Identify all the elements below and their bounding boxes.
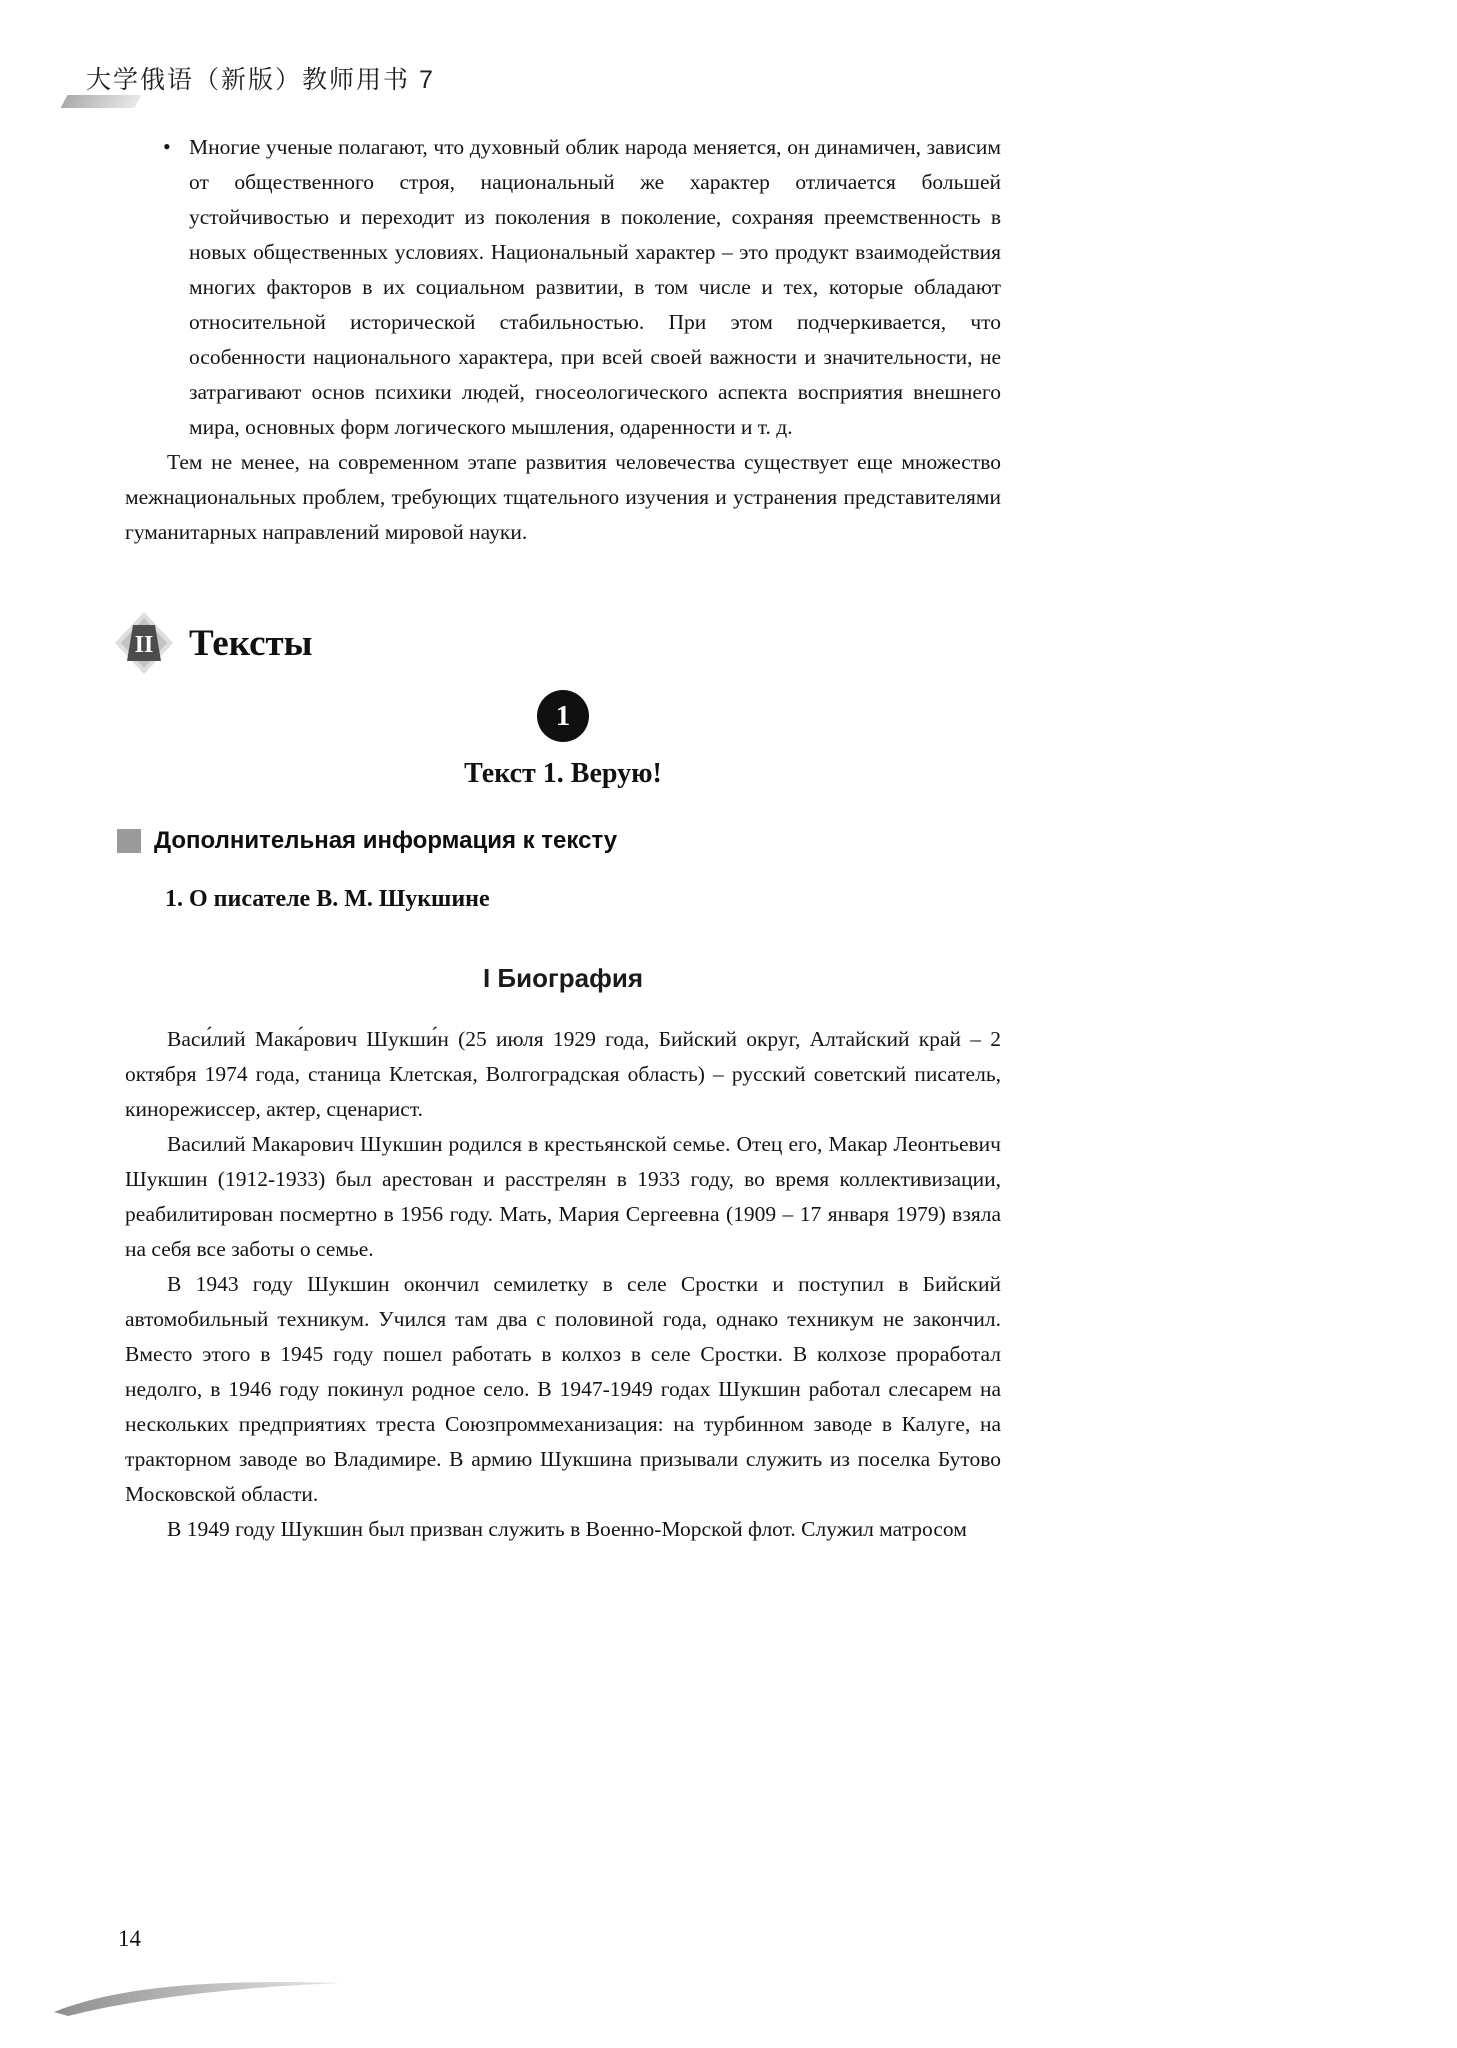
bio-paragraph: В 1943 году Шукшин окончил семилетку в селе Сростки и поступил в Бийский автомобильный техникум. Учился там два с половиной года, однако техникум не закончил. Вместо этого в 1945 году пошел работать в колхоз в селе Сростки. В колхозе проработал недолго, в 1946 году покинул родное село. В 1947-1949 годах Шукшин работал слесарем на нескольких предприятиях треста Союзпроммеханизация: на турбинном заводе в Калуге, на тракторном заводе во Владимире. В армию Шукшина призывали служить из поселка Бутово Московской области.	[125, 1272, 1001, 1506]
section-heading	[115, 612, 1001, 674]
bio-paragraph: Васи́лий Мака́рович Шукши́н (25 июля 1929 года, Бийский округ, Алтайский край – 2 октября 1974 года, станица Клетская, Волгоградская область) – русский советский писатель, кинорежиссер, актер, сценарист.	[125, 1027, 1001, 1121]
page-number: 14	[118, 1926, 141, 1951]
section-title: Тексты	[189, 622, 313, 664]
section-gem-label: II	[134, 632, 154, 658]
header-decor-shape	[61, 95, 142, 108]
bio-paragraph: Василий Макарович Шукшин родился в крестьянской семье. Отец его, Макар Леонтьевич Шукшин (1912-1933) был арестован и расстрелян в 1933 году, во время коллективизации, реабилитирован посмертно в 1956 году. Мать, Мария Сергеевна (1909 – 17 января 1979) взяла на себя все заботы о семье.	[125, 1132, 1001, 1261]
biography-block	[125, 1022, 1001, 1547]
text-number-badge	[537, 690, 589, 742]
intro-paragraph: Тем не менее, на современном этапе развития человечества существует еще множество межнациональных проблем, требующих тщательного изучения и устранения представителями гуманитарных направлений мировой науки.	[125, 450, 1001, 544]
page-content	[125, 130, 1001, 1547]
bullet-marker: •	[163, 134, 171, 159]
bio-paragraph: В 1949 году Шукшин был призван служить в Военно-Морской флот. Служил матросом	[167, 1517, 967, 1541]
bullet-paragraph	[125, 130, 1001, 445]
square-marker-icon	[117, 829, 141, 853]
running-header: 大学俄语（新版）教师用书 7	[86, 66, 435, 94]
text-title: Текст 1. Верую!	[464, 758, 662, 789]
bullet-paragraph-text: Многие ученые полагают, что духовный облик народа меняется, он динамичен, зависим от общественного строя, национальный же характер отличается большей устойчивостью и переходит из поколения в поколение, сохраняя преемственность в новых общественных условиях. Национальный характер – это продукт взаимодействия многих факторов в их социальном развитии, в том числе и тех, которые обладают относительной исторической стабильностью. При этом подчеркивается, что особенности национального характера, при всей своей важности и значительности, не затрагивают основ психики людей, гносеологического аспекта восприятия внешнего мира, основных форм логического мышления, одаренности и т. д.	[189, 135, 1001, 439]
section-gem-icon	[115, 612, 173, 674]
subsection-title: Дополнительная информация к тексту	[154, 827, 618, 854]
biography-heading: I Биография	[482, 963, 644, 993]
text-number: 1	[555, 699, 571, 732]
subsection-heading	[117, 823, 1001, 858]
footer-swoosh-decor	[52, 1976, 344, 2018]
writer-heading: 1. О писателе В. М. Шукшине	[165, 886, 490, 912]
